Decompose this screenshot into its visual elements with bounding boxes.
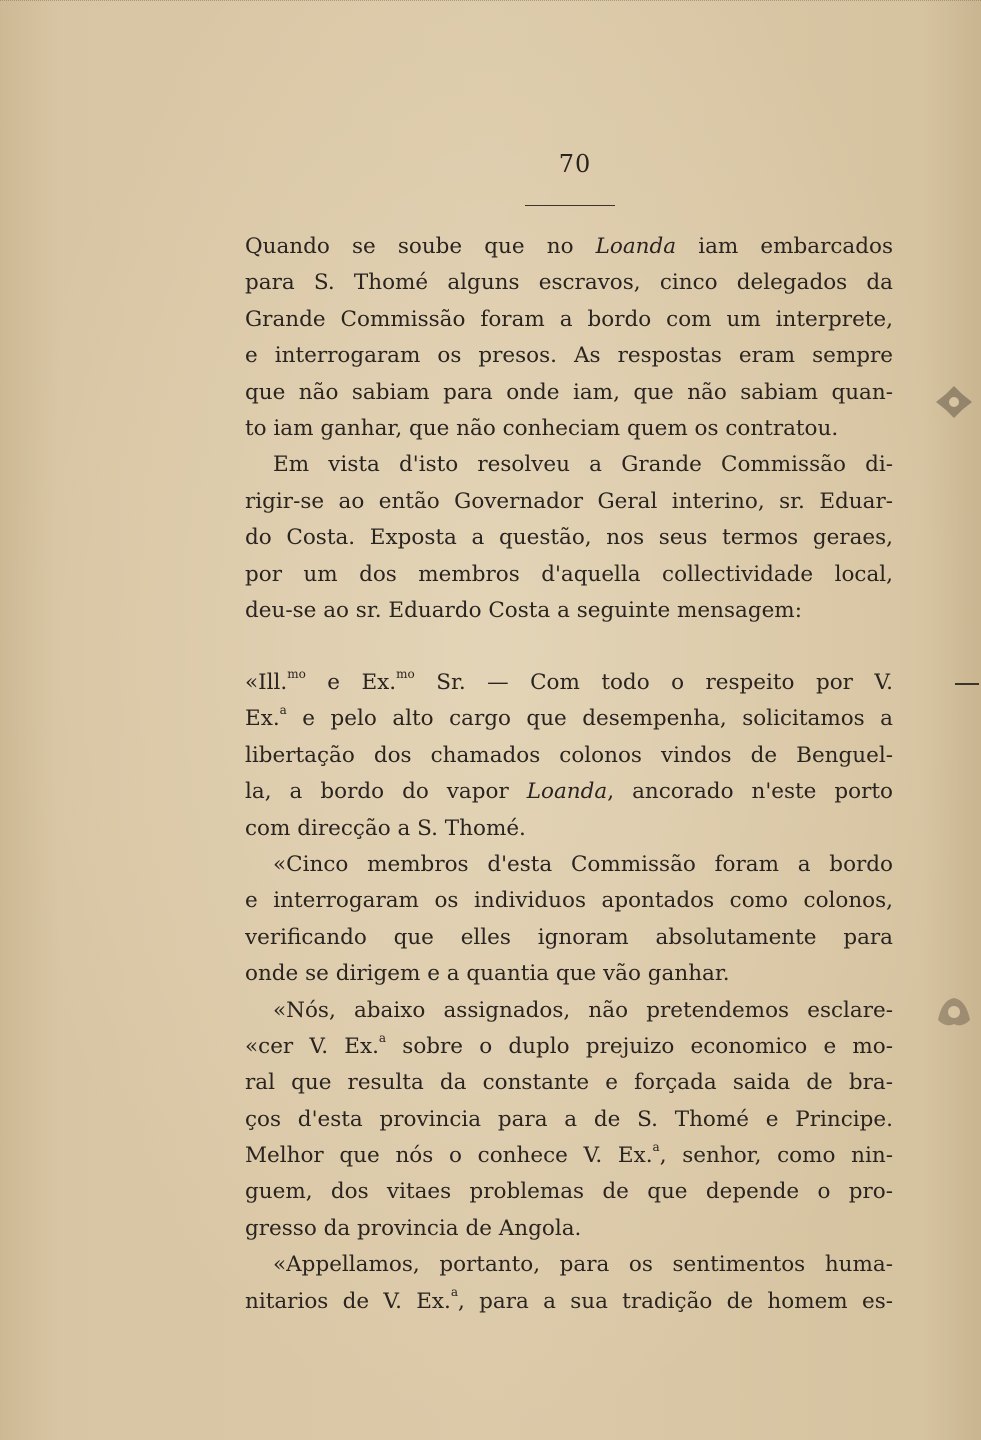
text-line: por um dos membros d'aquella collectividade local,	[245, 561, 893, 587]
text-line: «Cinco membros d'esta Commissão foram a bordo	[273, 851, 893, 877]
text-line: libertação dos chamados colonos vindos de Benguel-	[245, 742, 893, 768]
text-line: Quando se soube que no Loanda iam embarcados	[245, 234, 893, 259]
page-top-edge	[0, 0, 981, 5]
text-line: para S. Thomé alguns escravos, cinco delegados da	[245, 270, 893, 296]
text-line: deu-se ao sr. Eduardo Costa a seguinte mensagem:	[245, 597, 802, 623]
page-number: 70	[558, 150, 592, 178]
text-line: ral que resulta da constante e forçada saida de bra-	[245, 1070, 893, 1096]
binding-ornament-icon	[932, 990, 976, 1034]
text-line: verificando que elles ignoram absolutamente para	[245, 924, 893, 950]
binding-ornament-icon	[932, 380, 976, 424]
text-line: rigir-se ao então Governador Geral interino, sr. Eduar-	[245, 488, 893, 514]
text-line: Melhor que nós o conhece V. Ex.$^a$, senhor, como nin-	[245, 1139, 893, 1169]
text-line: Em vista d'isto resolveu a Grande Commissão di-	[273, 452, 893, 478]
margin-mark	[955, 683, 979, 685]
header-rule	[525, 205, 615, 206]
text-line: «Nós, abaixo assignados, não pretendemos esclare-	[273, 997, 893, 1023]
text-line: «Appellamos, portanto, para os sentimentos huma-	[273, 1252, 893, 1278]
text-line: to iam ganhar, que não conheciam quem os contratou.	[245, 415, 839, 441]
text-line: e interrogaram os presos. As respostas eram sempre	[245, 343, 893, 369]
text-line: la, a bordo do vapor Loanda, ancorado n'este porto	[245, 779, 893, 805]
text-line: e interrogaram os individuos apontados como colonos,	[245, 888, 893, 914]
text-line: do Costa. Exposta a questão, nos seus termos geraes,	[245, 525, 893, 551]
text-line: com direcção a S. Thomé.	[245, 815, 526, 841]
text-line: Ex.$^a$ e pelo alto cargo que desempenha, solicitamos a	[245, 703, 893, 732]
text-line: que não sabiam para onde iam, que não sabiam quan-	[245, 379, 893, 405]
text-line: guem, dos vitaes problemas de que depende o pro-	[245, 1179, 893, 1205]
text-line: «cer V. Ex.$^a$ sobre o duplo prejuizo economico e mo-	[245, 1030, 893, 1059]
text-line: ços d'esta provincia para a de S. Thomé e Principe.	[245, 1106, 893, 1132]
text-line: Grande Commissão foram a bordo com um interprete,	[245, 306, 893, 332]
message-quote	[245, 665, 893, 1320]
paragraph-1	[245, 229, 893, 629]
text-line: gresso da provincia de Angola.	[245, 1215, 582, 1241]
text-line: onde se dirigem e a quantia que vão ganhar.	[245, 961, 730, 987]
text-line: «Ill.$^{mo}$ e Ex.$^{mo}$ Sr. — Com todo o respeito por V.	[245, 666, 893, 695]
text-line: nitarios de V. Ex.$^a$, para a sua tradição de homem es-	[245, 1285, 893, 1314]
